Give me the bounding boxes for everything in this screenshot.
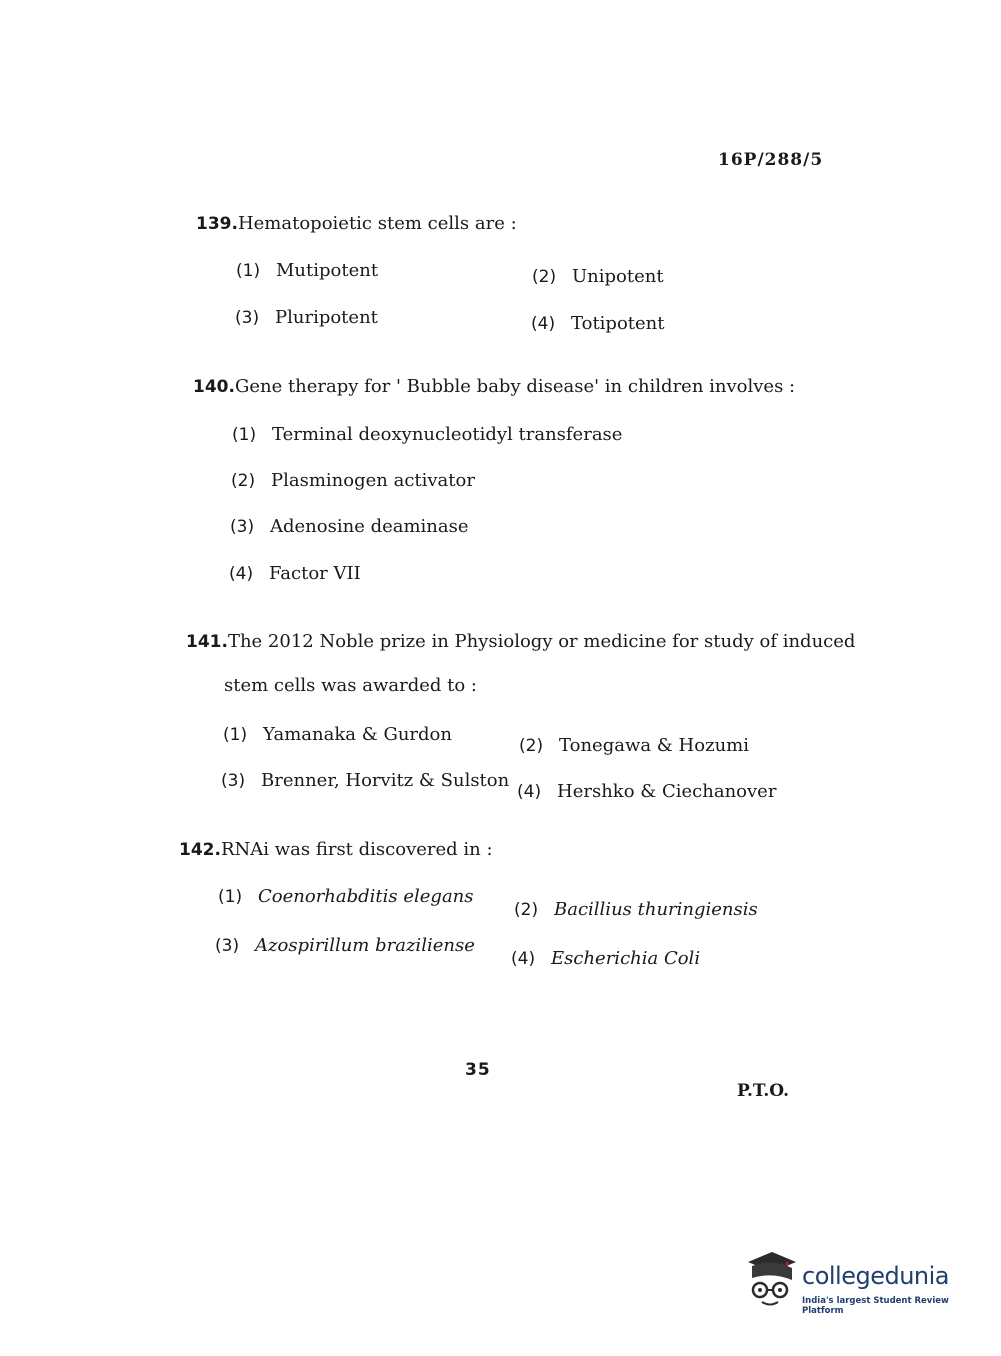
logo-name: collegedunia	[802, 1262, 950, 1290]
option: (3) Brenner, Horvitz & Sulston	[221, 770, 510, 791]
option: (2) Tonegawa & Hozumi	[519, 735, 749, 756]
logo-tagline: India's largest Student Review Platform	[802, 1296, 949, 1316]
pto-label: P.T.O.	[737, 1081, 789, 1101]
question-text: RNAi was first discovered in :	[220, 839, 493, 860]
option: (4) Escherichia Coli	[511, 948, 701, 969]
option: (1) Terminal deoxynucleotidyl transferase	[232, 424, 623, 445]
question-number: 141.	[186, 632, 228, 652]
question-142	[179, 838, 493, 862]
question-141	[186, 630, 855, 698]
question-number: 140.	[193, 377, 235, 397]
collegedunia-logo	[742, 1250, 972, 1320]
option: (1) Mutipotent	[236, 260, 379, 281]
question-139	[196, 212, 517, 236]
option: (4) Factor VII	[229, 563, 361, 584]
student-mascot-icon	[742, 1250, 800, 1310]
option: (4) Hershko & Ciechanover	[517, 781, 777, 802]
question-number: 139.	[196, 214, 238, 234]
option: (2) Bacillius thuringiensis	[514, 899, 758, 920]
option: (3) Azospirillum braziliense	[215, 935, 475, 956]
option: (2) Plasminogen activator	[231, 470, 475, 491]
question-number: 142.	[179, 840, 221, 860]
option: (3) Adenosine deaminase	[230, 516, 469, 537]
paper-code: 16P/288/5	[718, 150, 824, 170]
question-140	[193, 375, 795, 399]
option: (1) Yamanaka & Gurdon	[223, 724, 452, 745]
option: (1) Coenorhabditis elegans	[218, 886, 474, 907]
option: (2) Unipotent	[532, 266, 664, 287]
question-text: The 2012 Noble prize in Physiology or medicine for study of induced	[227, 631, 856, 652]
question-text: Gene therapy for ' Bubble baby disease' in children involves :	[234, 376, 796, 397]
question-text-continued: stem cells was awarded to :	[224, 675, 477, 696]
option: (3) Pluripotent	[235, 307, 378, 328]
option: (4) Totipotent	[531, 313, 665, 334]
page-number: 35	[465, 1060, 491, 1080]
question-text: Hematopoietic stem cells are :	[237, 213, 517, 234]
